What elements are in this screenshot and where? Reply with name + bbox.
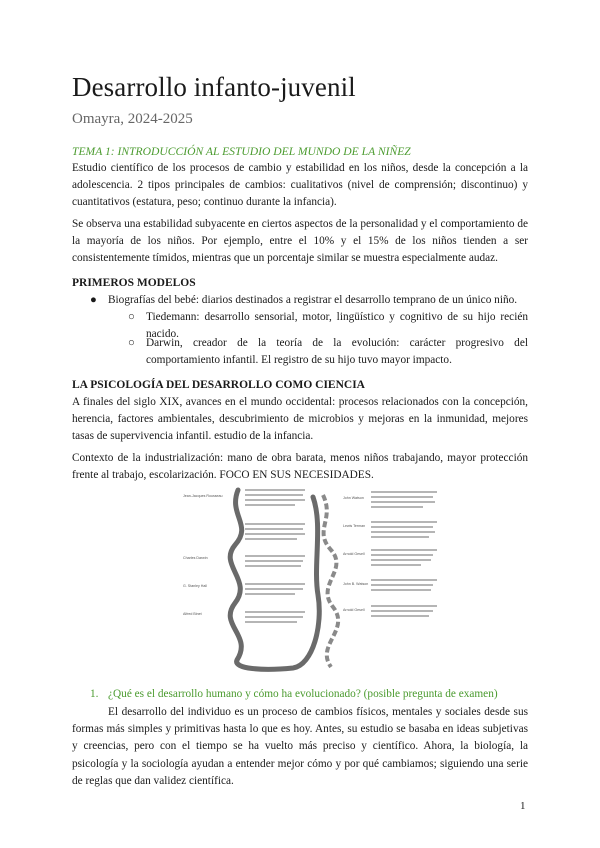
- psicologia-paragraph-2: Contexto de la industrialización: mano de obra barata, menos niños trabajando, mayor protección frente al trabajo, escolarización. FOCO EN SUS NECESIDADES.: [72, 452, 528, 482]
- bullet-circle-icon: ○: [128, 311, 135, 323]
- numbered-question: [90, 688, 498, 700]
- bullet-sub-2-text: Darwin, creador de la teoría de la evolución: carácter progresivo del comportamiento infantil. El registro de su hijo tuvo mayor impacto.: [146, 337, 528, 367]
- numbered-question-number: 1.: [90, 688, 99, 700]
- figure-right-label-1: John Watson: [343, 496, 364, 500]
- timeline-figure: [173, 485, 443, 675]
- bullet-main-text: Biografías del bebé: diarios destinados a registrar el desarrollo temprano de un único niño.: [108, 294, 518, 306]
- figure-right-label-5: Arnold Gesell: [343, 608, 365, 612]
- figure-right-label-3: Arnold Gesell: [343, 552, 365, 556]
- right-timeline-ribbon: [323, 495, 338, 667]
- final-paragraph: El desarrollo del individuo es un proceso de cambios físicos, mentales y sociales desde sus formas más simples y primitivas hasta lo que es hoy. Antes, su estudio se basaba en ideas subjetivas y creencias, pero con el tiempo se ha vuelto más preciso y científico. Ahora, la biología, la psicología y la sociología ayudan a entender mejor cómo y por qué cambiamos; siguiendo una serie de reglas que dan validez científica.: [72, 706, 528, 787]
- intro-paragraph-2: Se observa una estabilidad subyacente en ciertos aspectos de la personalidad y el comportamiento de la mayoría de los niños. Por ejemplo, entre el 10% y el 15% de los niños tienden a ser consistentemente tímidos, mientras que un porcentaje similar se muestra especialmente audaz.: [72, 218, 528, 265]
- figure-left-label-4: G. Stanley Hall: [183, 584, 207, 588]
- page-number: 1: [520, 800, 526, 812]
- figure-left-label-5: Alfred Binet: [183, 612, 202, 616]
- bullet-main: [90, 292, 528, 309]
- left-timeline-ribbon: [230, 490, 319, 669]
- bullet-sub-2: [128, 335, 528, 369]
- psicologia-heading: LA PSICOLOGÍA DEL DESARROLLO COMO CIENCIA: [72, 379, 365, 391]
- figure-left-label-1: Jean-Jacques Rousseau: [183, 494, 223, 498]
- figure-left-label-3: Charles Darwin: [183, 556, 208, 560]
- document-subtitle: Omayra, 2024-2025: [72, 111, 193, 127]
- intro-paragraph-1: Estudio científico de los procesos de cambio y estabilidad en los niños, desde la concepción a la adolescencia. 2 tipos principales de cambios: cualitativos (nivel de comprensión; discontinuo) y cuantitativos (estatura, peso; continuo durante la infancia).: [72, 162, 528, 209]
- bullet-sub-1-text: Tiedemann: desarrollo sensorial, motor, lingüístico y cognitivo de su hijo recién nacido.: [146, 311, 528, 341]
- tema-heading: TEMA 1: INTRODUCCIÓN AL ESTUDIO DEL MUNDO DE LA NIÑEZ: [72, 145, 411, 158]
- document-title: Desarrollo infanto-juvenil: [72, 72, 356, 102]
- bullet-circle-icon: ○: [128, 337, 135, 349]
- psicologia-paragraph-1: A finales del siglo XIX, avances en el mundo occidental: procesos relacionados con la concepción, herencia, factores ambientales, descubrimiento de microbios y mejoras en la inmunidad, mejores tasas de supervivencia infantil. estudio de la infancia.: [72, 396, 528, 443]
- figure-right-label-2: Lewis Terman: [343, 524, 366, 528]
- bullet-dot-icon: ●: [90, 294, 97, 306]
- primeros-modelos-heading: PRIMEROS MODELOS: [72, 277, 196, 289]
- right-text-blocks: [371, 491, 437, 617]
- left-text-blocks: [245, 489, 305, 623]
- figure-right-label-4: John B. Watson: [343, 582, 369, 586]
- numbered-question-text: ¿Qué es el desarrollo humano y cómo ha evolucionado? (posible pregunta de examen): [108, 688, 498, 700]
